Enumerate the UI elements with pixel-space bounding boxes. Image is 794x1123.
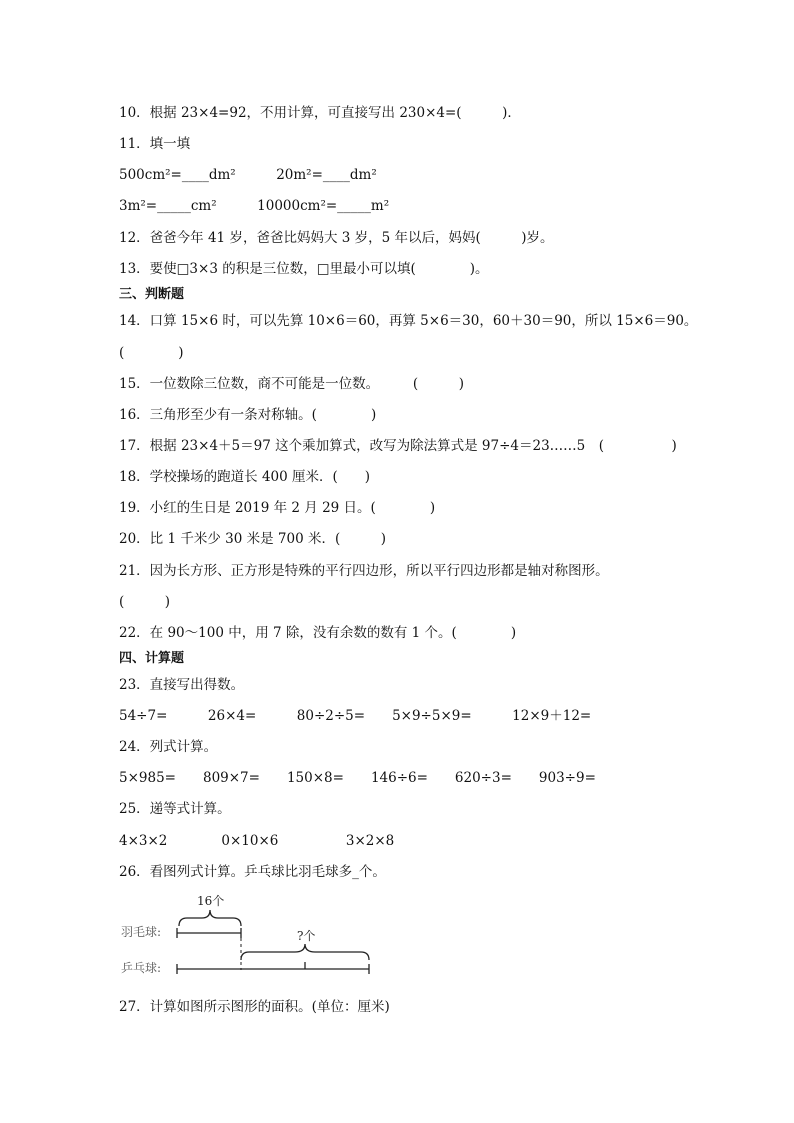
badminton-label: 羽毛球:	[121, 925, 162, 939]
question-24-items: 5×985= 809×7= 150×8= 146÷6= 620÷3= 903÷9=	[119, 770, 596, 786]
difference-brace	[241, 944, 369, 960]
question-11: 11．填一填	[119, 136, 191, 152]
question-25: 25．递等式计算。	[119, 801, 231, 817]
difference-label: ?个	[297, 929, 316, 943]
question-14-answer: ( )	[119, 345, 184, 361]
question-22: 22．在 90～100 中，用 7 除，没有余数的数有 1 个。( )	[119, 625, 517, 641]
section-heading-calculation: 四、计算题	[119, 651, 185, 666]
line-segment-diagram	[119, 890, 379, 980]
question-11-row-2: 3m²=_____cm² 10000cm²=_____m²	[119, 198, 390, 214]
question-19: 19．小红的生日是 2019 年 2 月 29 日。( )	[119, 500, 436, 516]
question-12: 12．爸爸今年 41 岁，爸爸比妈妈大 3 岁，5 年以后，妈妈( )岁。	[119, 230, 554, 246]
question-15: 15．一位数除三位数，商不可能是一位数。 ( )	[119, 376, 464, 392]
question-27: 27．计算如图所示图形的面积。(单位：厘米)	[119, 999, 390, 1015]
question-17: 17．根据 23×4＋5＝97 这个乘加算式，改写为除法算式是 97÷4＝23……5 ( )	[119, 438, 677, 454]
question-10: 10．根据 23×4=92，不用计算，可直接写出 230×4=( )．	[119, 105, 521, 121]
question-13: 13．要使□3×3 的积是三位数，□里最小可以填( )。	[119, 261, 489, 277]
section-heading-judgement: 三、判断题	[119, 287, 185, 302]
question-21: 21．因为长方形、正方形是特殊的平行四边形，所以平行四边形都是轴对称图形。	[119, 563, 609, 579]
question-20: 20．比 1 千米少 30 米是 700 米．( )	[119, 531, 386, 547]
question-24: 24．列式计算。	[119, 739, 218, 755]
question-23: 23．直接写出得数。	[119, 677, 245, 693]
top-brace-label: 16个	[197, 894, 225, 908]
question-21-answer: ( )	[119, 594, 171, 610]
top-brace	[179, 910, 241, 926]
question-26: 26．看图列式计算。乒乓球比羽毛球多_个。	[119, 864, 386, 880]
question-11-row-1: 500cm²=____dm² 20m²=____dm²	[119, 167, 377, 183]
question-25-items: 4×3×2 0×10×6 3×2×8	[119, 833, 395, 849]
question-23-items: 54÷7= 26×4= 80÷2÷5= 5×9÷5×9= 12×9＋12=	[119, 708, 592, 724]
question-14: 14．口算 15×6 时，可以先算 10×6＝60，再算 5×6＝30，60＋30＝90，所以 15×6＝90。	[119, 313, 698, 329]
question-18: 18．学校操场的跑道长 400 厘米．( )	[119, 469, 371, 485]
question-16: 16．三角形至少有一条对称轴。( )	[119, 407, 377, 423]
pingpong-label: 乒乓球:	[121, 961, 162, 975]
